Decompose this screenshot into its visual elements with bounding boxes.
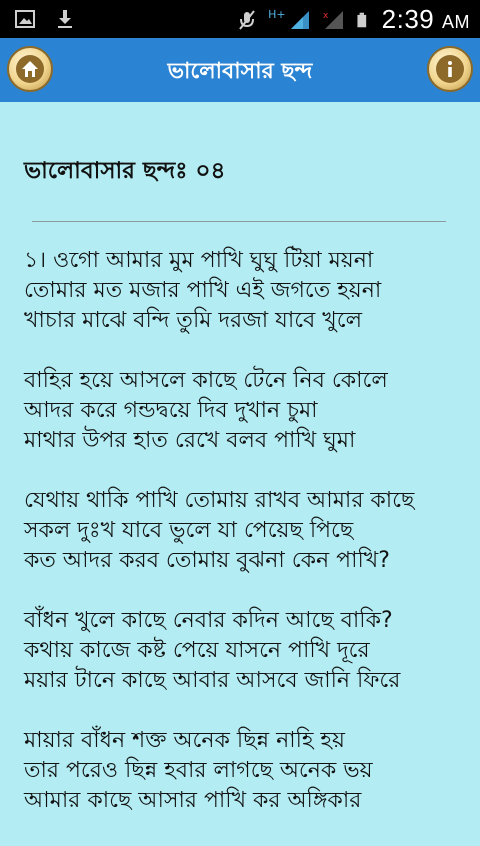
- poem-line: তোমার মত মজার পাখি এই জগতে হয়না: [24, 278, 382, 303]
- poem-line: আমার কাছে আসার পাখি কর অঙ্গিকার: [24, 788, 362, 813]
- mute-icon: [236, 9, 258, 31]
- poem-line: বাহির হয়ে আসলে কাছে টেনে নিব কোলে: [24, 368, 388, 393]
- poem-line: যেথায় থাকি পাখি তোমায় রাখব আমার কাছে: [24, 488, 415, 513]
- poem-heading: ভালোবাসার ছন্দঃ ০৪: [24, 158, 226, 184]
- svg-text:x: x: [322, 10, 328, 21]
- poem-line: আদর করে গন্ডদ্বয়ে দিব দুখান চুমা: [24, 398, 318, 423]
- app-bar: [0, 38, 480, 102]
- poem-line: ময়ার টানে কাছে আবার আসবে জানি ফিরে: [24, 668, 401, 693]
- stanza: [24, 366, 454, 456]
- clock: 2:39 AM: [381, 4, 470, 34]
- stanza: [24, 246, 454, 336]
- poem-body: [24, 246, 454, 816]
- poem-line: মাথার উপর হাত রেখে বলব পাখি ঘুমা: [24, 428, 356, 453]
- info-button[interactable]: [427, 46, 473, 92]
- divider: [32, 221, 446, 222]
- app-title: ভালোবাসার ছন্দ: [167, 59, 313, 84]
- poem-line: কত আদর করব তোমায় বুঝনা কেন পাখি?: [24, 548, 390, 573]
- poem-line: সকল দুঃখ যাবে ভুলে যা পেয়েছ পিছে: [24, 518, 354, 543]
- image-icon: [14, 8, 36, 30]
- battery-icon: [356, 9, 372, 31]
- poem-line: মায়ার বাঁধন শক্ত অনেক ছিন্ন নাহি হয়: [24, 728, 345, 753]
- stanza: [24, 606, 454, 696]
- poem-line: খাচার মাঝে বন্দি তুমি দরজা যাবে খুলে: [24, 308, 362, 333]
- signal-icon: [288, 9, 312, 31]
- status-bar: [0, 0, 480, 38]
- poem-line: ১। ওগো আমার মুম পাখি ঘুঘু টিয়া ময়না: [24, 248, 374, 273]
- poem-line: বাঁধন খুলে কাছে নেবার কদিন আছে বাকি?: [24, 608, 393, 633]
- signal-off-icon: [322, 9, 346, 31]
- poem-line: কথায় কাজে কষ্ট পেয়ে যাসনে পাখি দূরে: [24, 638, 370, 663]
- info-icon: [436, 55, 464, 83]
- network-type-label: H+: [268, 8, 286, 21]
- stanza: [24, 486, 454, 576]
- download-icon: [54, 8, 76, 30]
- poem-content: [24, 140, 454, 846]
- stanza: [24, 726, 454, 816]
- poem-line: তার পরেও ছিন্ন হবার লাগছে অনেক ভয়: [24, 758, 373, 783]
